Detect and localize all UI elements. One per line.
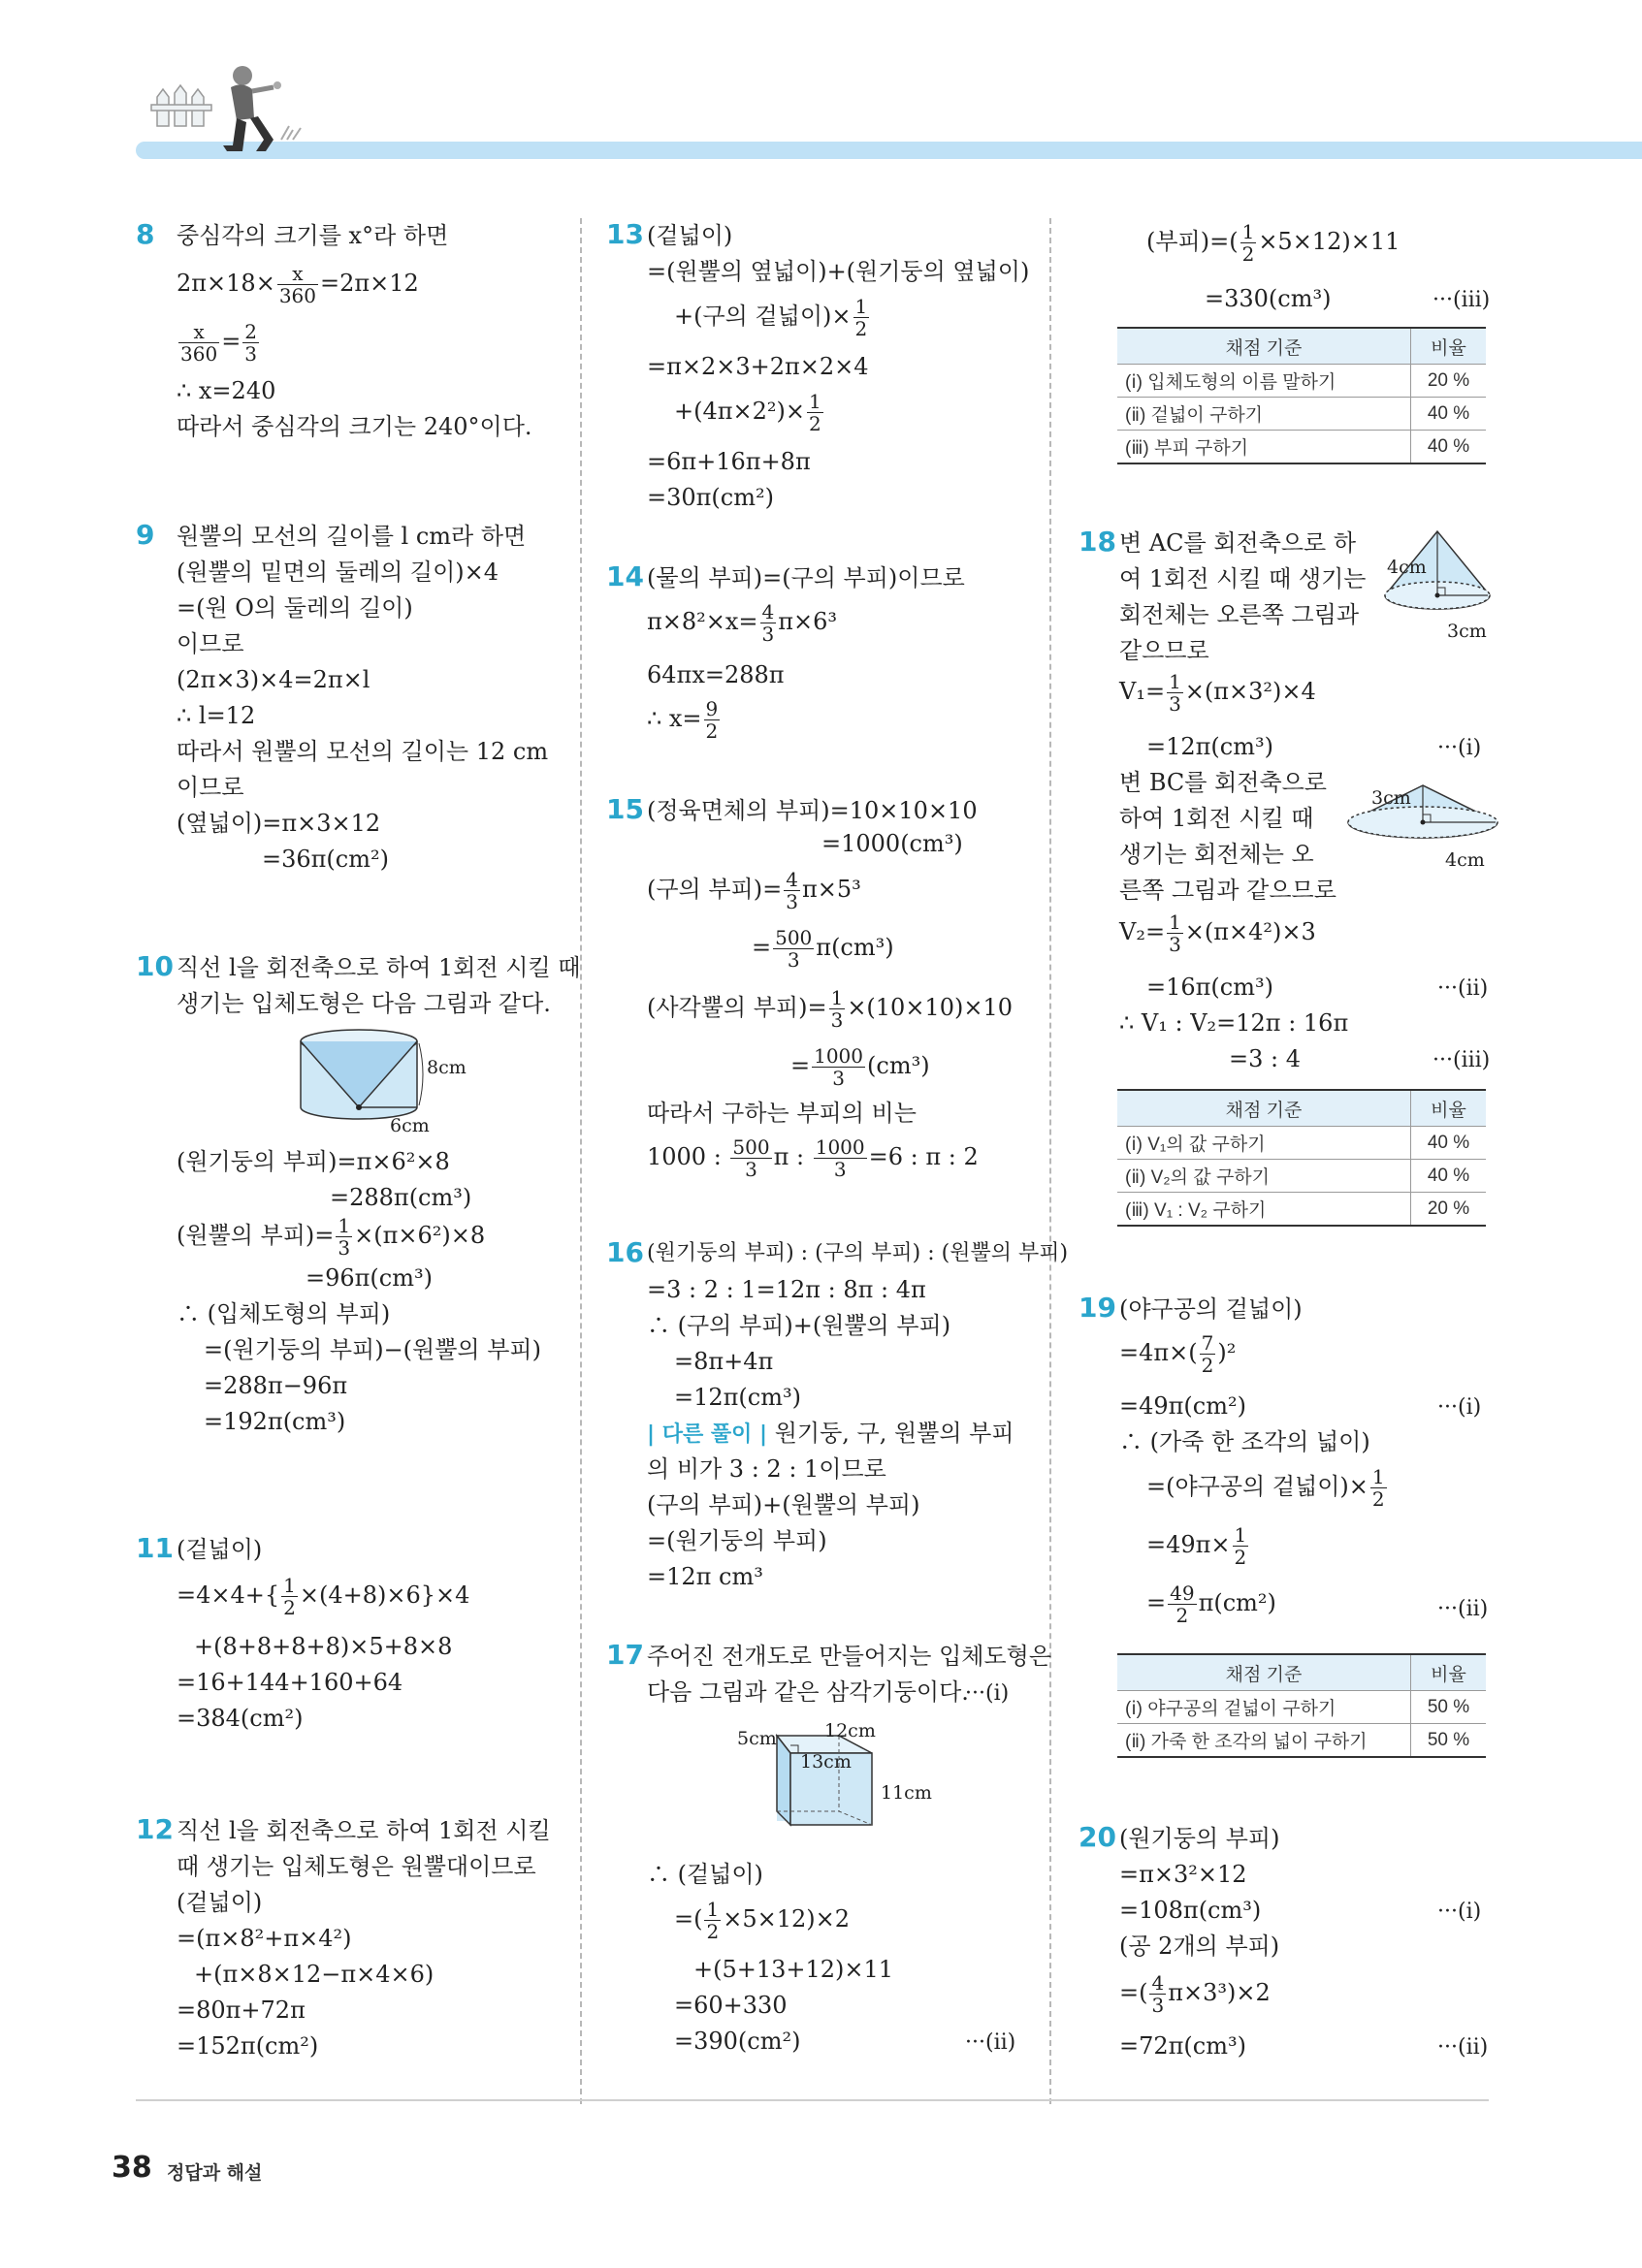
text-line: 른쪽 그림과 같으므로 — [1119, 877, 1336, 904]
alternative-solution-label: | 다른 풀이 | — [647, 1422, 768, 1447]
scoring-tag: ···(ⅰ) — [1437, 1900, 1482, 1924]
fraction: $\frac{7}{2}$ — [1201, 1331, 1214, 1377]
equation-line: V₁= $\frac{1}{3}$ ×(π×3²)×4 — [1119, 670, 1316, 716]
page-number: 38 — [112, 2151, 152, 2185]
equation-line: = $\frac{500}{3}$ π(cm³) — [752, 926, 894, 972]
equation-line: (구의 부피)= $\frac{4}{3}$ π×5³ — [647, 868, 861, 913]
scoring-tag: ···(ⅱ) — [1437, 2035, 1489, 2060]
equation-line: =(원뿔의 옆넓이)+(원기둥의 옆넓이) — [647, 258, 1030, 285]
equation-line: (정육면체의 부피)=10×10×10 — [647, 797, 978, 824]
problem-number: 13 — [606, 218, 644, 250]
text-line: (공 2개의 부피) — [1119, 1933, 1280, 1960]
column-divider-2 — [1049, 218, 1051, 2104]
equation-line: =(π×8²+π×4²) — [177, 1925, 352, 1952]
criteria-cell: (ⅱ) 가죽 한 조각의 넓이 구하기 — [1117, 1724, 1411, 1758]
equation-line: π×8²×x= $\frac{4}{3}$ π×6³ — [647, 600, 838, 646]
scoring-tag: ···(ⅱ) — [1437, 1597, 1489, 1621]
fraction: $\frac{x}{360}$ — [278, 262, 316, 307]
equation-line: =(야구공의 겉넓이)× $\frac{1}{2}$ — [1146, 1465, 1385, 1511]
text-line: 여 1회전 시킬 때 생기는 — [1119, 565, 1367, 592]
equation-line: =108π(cm³) — [1119, 1897, 1262, 1924]
rate-cell: 50 % — [1411, 1691, 1487, 1724]
equation-line: ∴ V₁ : V₂=12π : 16π — [1119, 1009, 1349, 1037]
criteria-cell: (ⅰ) V₁의 값 구하기 — [1117, 1127, 1411, 1160]
figure-label-radius: 3cm — [1447, 621, 1487, 642]
equation-line: =288π(cm³) — [330, 1184, 472, 1211]
equation-line: =390(cm²) — [674, 2028, 801, 2055]
text-line: 직선 l을 회전축으로 하여 1회전 시킬 — [177, 1817, 551, 1844]
fraction: $\frac{4}{3}$ — [761, 600, 775, 646]
table-row — [1117, 398, 1486, 431]
fraction: $\frac{4}{3}$ — [1151, 1971, 1165, 2017]
equation-line: =4×4+{ $\frac{1}{2}$ ×(4+8)×6}×4 — [177, 1574, 470, 1619]
table-header-criteria: 채점 기준 — [1117, 328, 1411, 365]
text-line: 같으므로 — [1119, 637, 1209, 664]
text-line: 이므로 — [177, 630, 244, 657]
scoring-table-19 — [1117, 1653, 1486, 1758]
figure-label-height: 8cm — [427, 1057, 467, 1078]
equation-line: +(4π×2²)× $\frac{1}{2}$ — [674, 390, 821, 435]
text-line: ∴ (겉넓이) — [647, 1861, 763, 1888]
scoring-tag: ···(ⅱ) — [965, 2030, 1016, 2055]
equation-line: =12π(cm³) — [1146, 733, 1273, 760]
equation-line: =16+144+160+64 — [177, 1669, 403, 1696]
equation-line: 64πx=288π — [647, 661, 785, 688]
fraction: $\frac{500}{3}$ — [732, 1135, 770, 1181]
text-line: (겉넓이) — [647, 222, 733, 249]
equation-line: =1000(cm³) — [821, 830, 963, 857]
fraction: $\frac{2}{3}$ — [244, 320, 258, 366]
fraction: $\frac{49}{2}$ — [1170, 1581, 1195, 1627]
text-line: (원기둥의 부피) — [1119, 1825, 1280, 1852]
problem-number: 9 — [136, 519, 155, 551]
equation-line: =π×2×3+2π×2×4 — [647, 353, 869, 380]
problem-number: 19 — [1079, 1292, 1116, 1324]
figure-label-radius: 4cm — [1445, 849, 1485, 871]
equation-line: =288π−96π — [204, 1372, 348, 1399]
equation-line: (원기둥의 부피)=π×6²×8 — [177, 1148, 450, 1175]
equation-line: =152π(cm²) — [177, 2032, 319, 2060]
criteria-cell: (ⅰ) 야구공의 겉넓이 구하기 — [1117, 1691, 1411, 1724]
fraction: $\frac{1000}{3}$ — [815, 1135, 865, 1181]
equation-line: =(원기둥의 부피)−(원뿔의 부피) — [204, 1336, 541, 1363]
criteria-cell: (ⅲ) V₁ : V₂ 구하기 — [1117, 1193, 1411, 1227]
equation-line: ∴ l=12 — [177, 702, 256, 729]
equation-line: +(π×8×12−π×4×6) — [194, 1961, 435, 1988]
table-header-rate: 비율 — [1411, 328, 1487, 365]
equation-line: =12π cm³ — [647, 1563, 763, 1590]
equation-line: ∴ x= $\frac{9}{2}$ — [647, 697, 719, 743]
equation-line: ∴ (구의 부피)+(원뿔의 부피) — [647, 1312, 951, 1339]
table-row — [1117, 1724, 1486, 1758]
equation-line: =3 : 2 : 1=12π : 8π : 4π — [647, 1276, 926, 1303]
scoring-table-17 — [1117, 327, 1486, 464]
fraction: $\frac{1}{3}$ — [1169, 910, 1181, 956]
cone-figure-2 — [1340, 780, 1505, 857]
fraction: $\frac{1}{2}$ — [1234, 1523, 1247, 1569]
scoring-tag: ···(ⅰ) — [1437, 1395, 1482, 1420]
equation-line: +(5+13+12)×11 — [693, 1956, 894, 1983]
problem-number: 10 — [136, 950, 174, 982]
scoring-tag: ···(ⅲ) — [1433, 1048, 1491, 1072]
equation-line: (부피)=( $\frac{1}{2}$ ×5×12)×11 — [1146, 220, 1401, 266]
equation-line: +(8+8+8+8)×5+8×8 — [194, 1633, 453, 1660]
problem-number: 18 — [1079, 526, 1116, 558]
figure-label-short-leg: 5cm — [737, 1728, 777, 1749]
problem-number: 17 — [606, 1639, 644, 1671]
text-line: 원뿔의 모선의 길이를 l cm라 하면 — [177, 523, 527, 550]
text-line: 하여 1회전 시킬 때 — [1119, 805, 1314, 832]
problem-number: 12 — [136, 1813, 174, 1845]
equation-line: =192π(cm³) — [204, 1408, 346, 1435]
figure-label-radius: 6cm — [390, 1115, 430, 1136]
equation-line: =(원기둥의 부피) — [647, 1527, 827, 1554]
fraction: $\frac{500}{3}$ — [775, 926, 813, 972]
fraction: $\frac{1}{2}$ — [854, 295, 868, 340]
fraction: $\frac{1}{2}$ — [1241, 220, 1255, 266]
equation-line: (옆넓이)=π×3×12 — [177, 810, 381, 837]
criteria-cell: (ⅲ) 부피 구하기 — [1117, 431, 1411, 464]
rate-cell: 20 % — [1411, 365, 1487, 398]
equation-line: =49π× $\frac{1}{2}$ — [1146, 1523, 1247, 1569]
table-row — [1117, 1691, 1486, 1724]
equation-line: =6π+16π+8π — [647, 448, 811, 475]
gardener-fence-illustration — [145, 58, 320, 165]
figure-label-height: 11cm — [881, 1782, 932, 1804]
rate-cell: 40 % — [1411, 1127, 1487, 1160]
text-line: (겉넓이) — [177, 1536, 263, 1563]
fraction: $\frac{1}{2}$ — [283, 1574, 296, 1619]
equation-line: ∴ x=240 — [177, 377, 276, 404]
header-band — [136, 142, 1642, 159]
text-line: (겉넓이) — [177, 1889, 263, 1916]
criteria-cell: (ⅰ) 입체도형의 이름 말하기 — [1117, 365, 1411, 398]
text-line: 생기는 입체도형은 다음 그림과 같다. — [177, 990, 551, 1017]
text-line: 의 비가 3 : 2 : 1이므로 — [647, 1455, 886, 1483]
equation-line: =49π(cm²) — [1119, 1392, 1246, 1420]
equation-line: =3 : 4 — [1229, 1045, 1301, 1072]
problem-number: 16 — [606, 1236, 644, 1268]
scoring-tag: ···(ⅱ) — [1437, 976, 1489, 1001]
fraction: $\frac{1}{2}$ — [1371, 1465, 1385, 1511]
figure-label-long-leg: 12cm — [824, 1720, 876, 1741]
criteria-cell: (ⅱ) 겉넓이 구하기 — [1117, 398, 1411, 431]
equation-line: =8π+4π — [674, 1348, 774, 1375]
fraction: $\frac{1000}{3}$ — [814, 1044, 864, 1090]
text-line: (물의 부피)=(구의 부피)이므로 — [647, 564, 965, 591]
equation-line: =30π(cm²) — [647, 484, 774, 511]
text-line: ∴ (입체도형의 부피) — [177, 1300, 391, 1327]
equation-line: =72π(cm³) — [1119, 2032, 1246, 2060]
text-line: 따라서 원뿔의 모선의 길이는 12 cm — [177, 738, 549, 765]
text-line: (야구공의 겉넓이) — [1119, 1295, 1303, 1323]
table-header-rate: 비율 — [1411, 1090, 1487, 1127]
table-header-rate: 비율 — [1411, 1654, 1487, 1691]
equation-line: =( $\frac{1}{2}$ ×5×12)×2 — [674, 1898, 850, 1943]
equation-line: = $\frac{1000}{3}$ (cm³) — [790, 1044, 930, 1090]
rate-cell: 20 % — [1411, 1193, 1487, 1227]
text-line: 변 AC를 회전축으로 하 — [1119, 529, 1357, 557]
problem-number: 8 — [136, 218, 155, 250]
equation-line: =( $\frac{4}{3}$ π×3³)×2 — [1119, 1971, 1271, 2017]
table-header-criteria: 채점 기준 — [1117, 1090, 1411, 1127]
cone-figure-1 — [1379, 526, 1496, 632]
equation-line: =16π(cm³) — [1146, 974, 1273, 1001]
rate-cell: 40 % — [1411, 431, 1487, 464]
table-row — [1117, 1160, 1486, 1193]
column-divider-1 — [580, 218, 582, 2104]
equation-line: 2π×18× $\frac{x}{360}$ =2π×12 — [177, 262, 419, 307]
text-line: 변 BC를 회전축으로 — [1119, 769, 1327, 796]
problem-number: 15 — [606, 793, 644, 825]
equation-line: = $\frac{49}{2}$ π(cm²) — [1146, 1581, 1276, 1627]
fraction: $\frac{1}{3}$ — [830, 986, 844, 1032]
equation-line: =330(cm³) — [1205, 285, 1332, 312]
problem-number: 20 — [1079, 1821, 1116, 1853]
equation-line: =4π×( $\frac{7}{2}$ )² — [1119, 1331, 1237, 1377]
fraction: $\frac{x}{360}$ — [180, 320, 218, 366]
table-row — [1117, 1193, 1486, 1227]
page-footer-title: 정답과 해설 — [167, 2162, 263, 2184]
equation-line: =60+330 — [674, 1992, 788, 2019]
table-row — [1117, 1127, 1486, 1160]
equation-line: =36π(cm²) — [262, 846, 389, 873]
equation-line: =12π(cm³) — [674, 1384, 801, 1411]
fraction: $\frac{1}{3}$ — [1169, 670, 1181, 716]
text-line: (원뿔의 밑면의 둘레의 길이)×4 — [177, 559, 499, 586]
text-line: =(원 O의 둘레의 길이) — [177, 594, 413, 622]
text-line: 직선 l을 회전축으로 하여 1회전 시킬 때 — [177, 954, 581, 981]
problem-number: 11 — [136, 1532, 174, 1564]
text-line: 주어진 전개도로 만들어지는 입체도형은 — [647, 1643, 1052, 1670]
equation-line: (원뿔의 부피)= $\frac{1}{3}$ ×(π×6²)×8 — [177, 1214, 486, 1260]
rate-cell: 50 % — [1411, 1724, 1487, 1758]
equation-line: 1000 : $\frac{500}{3}$ π : $\frac{1000}{3}$ =6 : π : 2 — [647, 1135, 979, 1181]
table-row — [1117, 431, 1486, 464]
equation-line: =π×3²×12 — [1119, 1861, 1247, 1888]
equation-line: (2π×3)×4=2π×l — [177, 666, 370, 693]
equation-line: =96π(cm³) — [306, 1264, 433, 1292]
text-line: 따라서 구하는 부피의 비는 — [647, 1100, 917, 1127]
rate-cell: 40 % — [1411, 398, 1487, 431]
fraction: $\frac{1}{3}$ — [338, 1214, 351, 1260]
criteria-cell: (ⅱ) V₂의 값 구하기 — [1117, 1160, 1411, 1193]
text-line: 중심각의 크기를 x°라 하면 — [177, 222, 449, 249]
table-row — [1117, 365, 1486, 398]
equation-line: (사각뿔의 부피)= $\frac{1}{3}$ ×(10×10)×10 — [647, 986, 1013, 1032]
text-line: 때 생기는 입체도형은 원뿔대이므로 — [177, 1853, 536, 1880]
equation-line: =384(cm²) — [177, 1705, 304, 1732]
scoring-tag: ···(ⅰ) — [965, 1681, 1010, 1706]
text-line: 이므로 — [177, 774, 244, 801]
equation-line: +(구의 겉넓이)× $\frac{1}{2}$ — [674, 295, 868, 340]
scoring-tag: ···(ⅲ) — [1433, 288, 1491, 312]
figure-label-hypotenuse: 13cm — [800, 1751, 852, 1773]
text-line: 다음 그림과 같은 삼각기둥이다. — [647, 1678, 969, 1706]
problem-number: 14 — [606, 560, 644, 592]
alternative-solution-line: | 다른 풀이 | 원기둥, 구, 원뿔의 부피 — [647, 1420, 1014, 1447]
equation-line: $\frac{x}{360}$ = $\frac{2}{3}$ — [180, 320, 258, 366]
bottom-rule — [136, 2099, 1489, 2101]
figure-label-height: 4cm — [1387, 557, 1427, 578]
fraction: $\frac{4}{3}$ — [786, 868, 798, 913]
scoring-tag: ···(ⅰ) — [1437, 736, 1482, 760]
figure-label-height: 3cm — [1371, 787, 1411, 809]
text-line: 회전체는 오른쪽 그림과 — [1119, 601, 1360, 628]
fraction: $\frac{1}{2}$ — [706, 1898, 720, 1943]
text-line: 생기는 회전체는 오 — [1119, 841, 1314, 868]
table-header-criteria: 채점 기준 — [1117, 1654, 1411, 1691]
scoring-table-18 — [1117, 1089, 1486, 1227]
fraction: $\frac{9}{2}$ — [705, 697, 719, 743]
equation-line: (원기둥의 부피) : (구의 부피) : (원뿔의 부피) — [647, 1241, 1069, 1265]
text-line: ∴ (가죽 한 조각의 넓이) — [1119, 1428, 1370, 1455]
rate-cell: 40 % — [1411, 1160, 1487, 1193]
equation-line: V₂= $\frac{1}{3}$ ×(π×4²)×3 — [1119, 910, 1316, 956]
text-line: 따라서 중심각의 크기는 240°이다. — [177, 413, 532, 440]
equation-line: (구의 부피)+(원뿔의 부피) — [647, 1491, 920, 1518]
equation-line: =80π+72π — [177, 1996, 306, 2024]
fraction: $\frac{1}{2}$ — [809, 390, 821, 435]
